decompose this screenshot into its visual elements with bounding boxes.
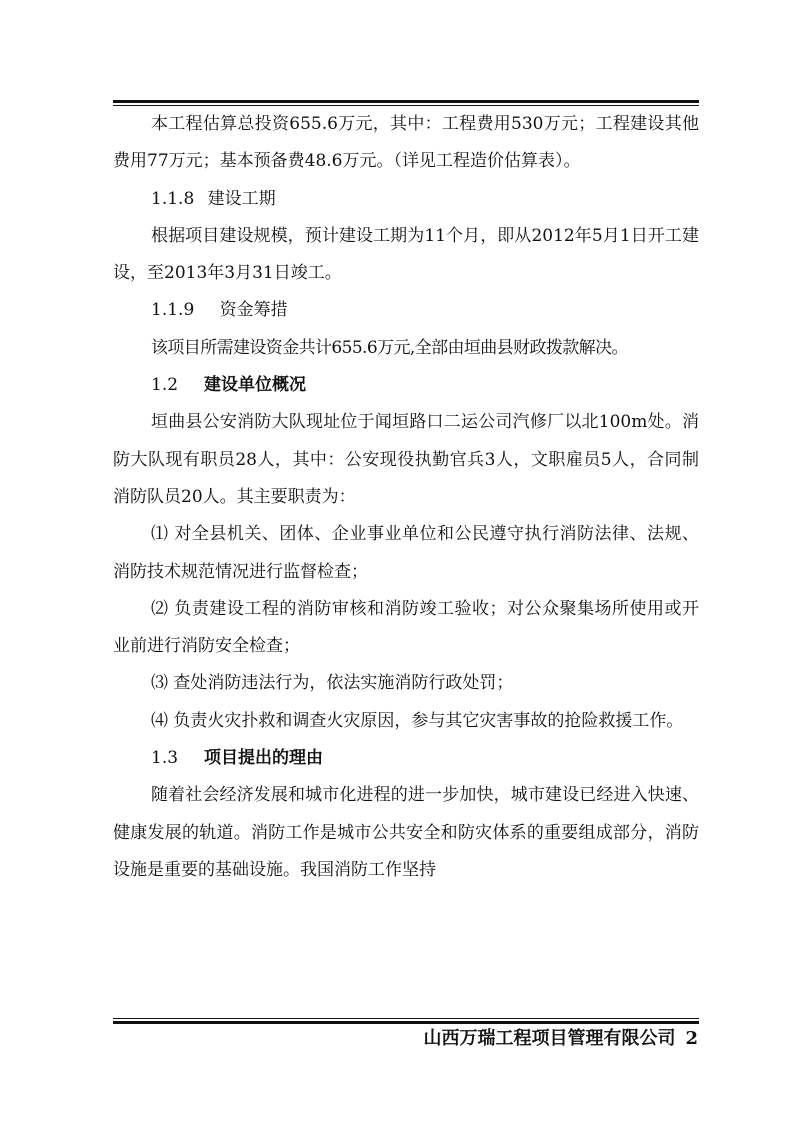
section-number: 1.2: [151, 375, 179, 396]
section-title: 建设工期: [207, 188, 276, 209]
section-number: 1.3: [151, 748, 179, 769]
funding-paragraph: 该项目所需建设资金共计655.6万元,全部由垣曲县财政拨款解决。: [151, 337, 628, 358]
rationale-paragraph: 随着社会经济发展和城市化进程的进一步加快，城市建设已经进入快速、健康发展的轨道。消防工作是城市公共安全和防灾体系的重要组成部分，消防设施是重要的基础设施。我国消防工作坚持: [113, 785, 699, 880]
company-name: 山西万瑞工程项目管理有限公司: [423, 1028, 676, 1049]
section-number: 1.1.9: [151, 300, 195, 321]
page-number: 2: [685, 1028, 698, 1049]
section-heading-1-3: [113, 740, 699, 777]
page-body: [113, 106, 699, 889]
section-heading-1-1-8: [113, 181, 699, 218]
duty-item-2: ⑵ 负责建设工程的消防审核和消防竣工验收；对公众聚集场所使用或开业前进行消防安全检查；: [113, 598, 699, 657]
section-title: 项目提出的理由: [203, 748, 323, 769]
page-footer: [423, 1024, 698, 1050]
section-title: 资金筹措: [219, 300, 288, 321]
section-title: 建设单位概况: [203, 375, 306, 396]
duty-item-1: ⑴ 对全县机关、团体、企业事业单位和公民遵守执行消防法律、法规、消防技术规范情况进行监督检查；: [113, 524, 699, 582]
section-heading-1-1-9: [113, 292, 699, 329]
section-heading-1-2: [113, 367, 699, 404]
unit-overview-paragraph: 垣曲县公安消防大队现址位于闻垣路口二运公司汽修厂以北100m处。消防大队现有职员28人，其中：公安现役执勤官兵3人，文职雇员5人，合同制消防队员20人。其主要职责为：: [113, 412, 699, 507]
duty-item-4: ⑷ 负责火灾扑救和调查火灾原因，参与其它灾害事故的抢险救援工作。: [151, 710, 684, 731]
investment-paragraph: 本工程估算总投资655.6万元，其中：工程费用530万元；工程建设其他费用77万元；基本预备费48.6万元。（详见工程造价估算表）。: [113, 114, 699, 172]
duty-item-3: ⑶ 查处消防违法行为，依法实施消防行政处罚；: [151, 673, 514, 694]
schedule-paragraph: 根据项目建设规模，预计建设工期为11个月，即从2012年5月1日开工建设，至2013年3月31日竣工。: [113, 225, 699, 284]
section-number: 1.1.8: [151, 188, 195, 209]
